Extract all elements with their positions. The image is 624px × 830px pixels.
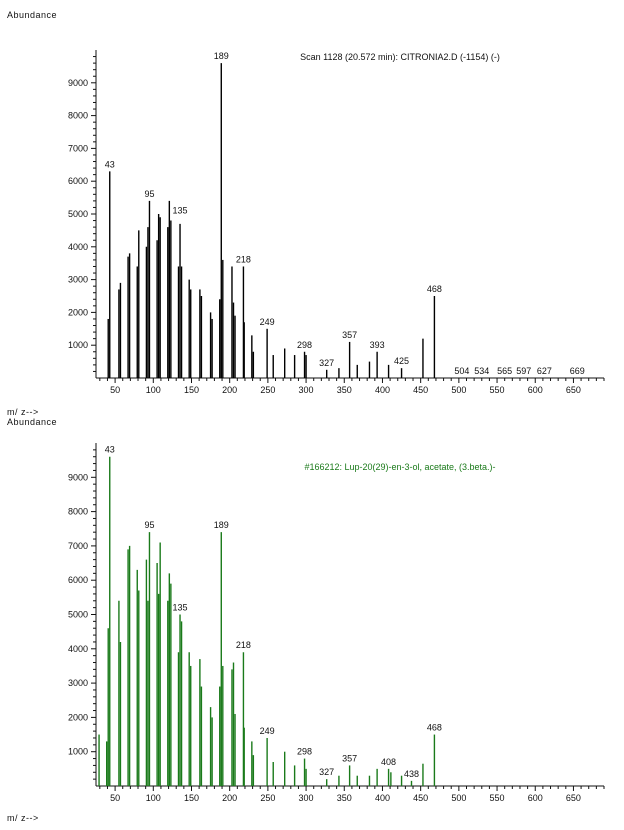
x-tick-label: 200 (222, 793, 238, 803)
peak-label: 135 (172, 602, 188, 613)
chart-title: #166212: Lup-20(29)-en-3-ol, acetate, (3.beta.)- (304, 462, 496, 472)
x-tick-label: 400 (374, 385, 390, 395)
peak-label: 189 (213, 51, 229, 62)
y-tick-label: 1000 (67, 340, 88, 351)
x-tick-label: 500 (451, 793, 467, 803)
peak-label: 438 (403, 768, 420, 779)
peak-label: 95 (144, 188, 155, 199)
y-tick-label: 7000 (67, 540, 88, 551)
peak-label: 468 (426, 722, 442, 733)
x-tick-label: 450 (413, 385, 429, 395)
x-tick-label: 600 (527, 793, 543, 803)
x-tick-label: 150 (183, 793, 200, 803)
mz-axis-label-bottom: m/ z--> (7, 813, 39, 823)
x-tick-label: 600 (527, 385, 543, 395)
y-tick-label: 5000 (67, 209, 88, 219)
peak-label: 135 (172, 205, 188, 216)
peak-label: 565 (497, 366, 513, 376)
x-tick-label: 550 (489, 385, 505, 395)
peak-label: 249 (259, 725, 275, 736)
abundance-label-top: Abundance (7, 10, 58, 20)
peak-label: 43 (104, 159, 115, 170)
x-tick-label: 150 (183, 385, 200, 395)
abundance-label-bottom: Abundance (7, 417, 58, 427)
x-tick-label: 200 (222, 385, 238, 395)
x-tick-label: 450 (413, 793, 429, 803)
peak-label: 218 (235, 254, 251, 265)
peak-label: 357 (342, 329, 358, 340)
x-tick-label: 100 (145, 793, 161, 803)
y-tick-label: 9000 (67, 472, 88, 483)
chart-title: Scan 1128 (20.572 min): CITRONIA2.D (-1154) (-) (300, 52, 500, 62)
peak-label: 298 (297, 746, 313, 757)
y-tick-label: 6000 (67, 176, 88, 187)
peak-label: 327 (319, 357, 335, 368)
x-tick-label: 100 (145, 385, 161, 395)
y-tick-label: 9000 (67, 77, 88, 88)
x-tick-label: 250 (260, 793, 276, 803)
x-tick-label: 50 (110, 793, 121, 803)
y-tick-label: 6000 (67, 575, 88, 586)
y-tick-label: 2000 (67, 712, 88, 723)
x-tick-label: 300 (298, 385, 314, 395)
y-tick-label: 1000 (67, 746, 88, 757)
y-tick-label: 4000 (67, 241, 88, 252)
x-tick-label: 550 (489, 793, 505, 803)
y-tick-label: 5000 (67, 609, 88, 620)
peak-label: 249 (259, 316, 275, 327)
peak-label: 95 (144, 520, 155, 531)
x-tick-label: 350 (336, 793, 352, 803)
x-tick-label: 300 (298, 793, 314, 803)
peak-label: 327 (319, 767, 335, 778)
x-tick-label: 400 (374, 793, 390, 803)
peak-label: 43 (104, 444, 115, 455)
peak-label: 504 (454, 366, 470, 376)
peak-label: 597 (516, 366, 532, 376)
peak-label: 357 (342, 753, 358, 764)
peak-label: 627 (536, 366, 552, 376)
y-tick-label: 3000 (67, 274, 88, 285)
peak-label: 298 (297, 339, 313, 350)
peak-label: 408 (381, 756, 397, 767)
y-tick-label: 8000 (67, 506, 88, 517)
x-tick-label: 650 (565, 385, 581, 395)
peak-label: 425 (394, 356, 410, 367)
y-tick-label: 2000 (67, 307, 88, 318)
x-tick-label: 650 (565, 793, 581, 803)
y-tick-label: 3000 (67, 678, 88, 689)
peak-label: 393 (369, 339, 385, 350)
peak-label: 468 (426, 284, 442, 294)
mz-axis-label-top: m/ z--> (7, 407, 39, 417)
peak-label: 218 (235, 640, 251, 651)
peak-label: 669 (569, 366, 585, 376)
y-tick-label: 7000 (67, 143, 88, 154)
y-tick-label: 4000 (67, 643, 88, 654)
mass-spectrum-chart-bottom (0, 418, 624, 813)
x-tick-label: 250 (260, 385, 276, 395)
x-tick-label: 50 (110, 385, 121, 395)
peak-label: 189 (213, 520, 229, 531)
y-tick-label: 8000 (67, 110, 88, 121)
x-tick-label: 350 (336, 385, 352, 395)
peak-label: 534 (474, 366, 490, 376)
mass-spectrum-chart-top (0, 0, 624, 410)
x-tick-label: 500 (451, 385, 467, 395)
